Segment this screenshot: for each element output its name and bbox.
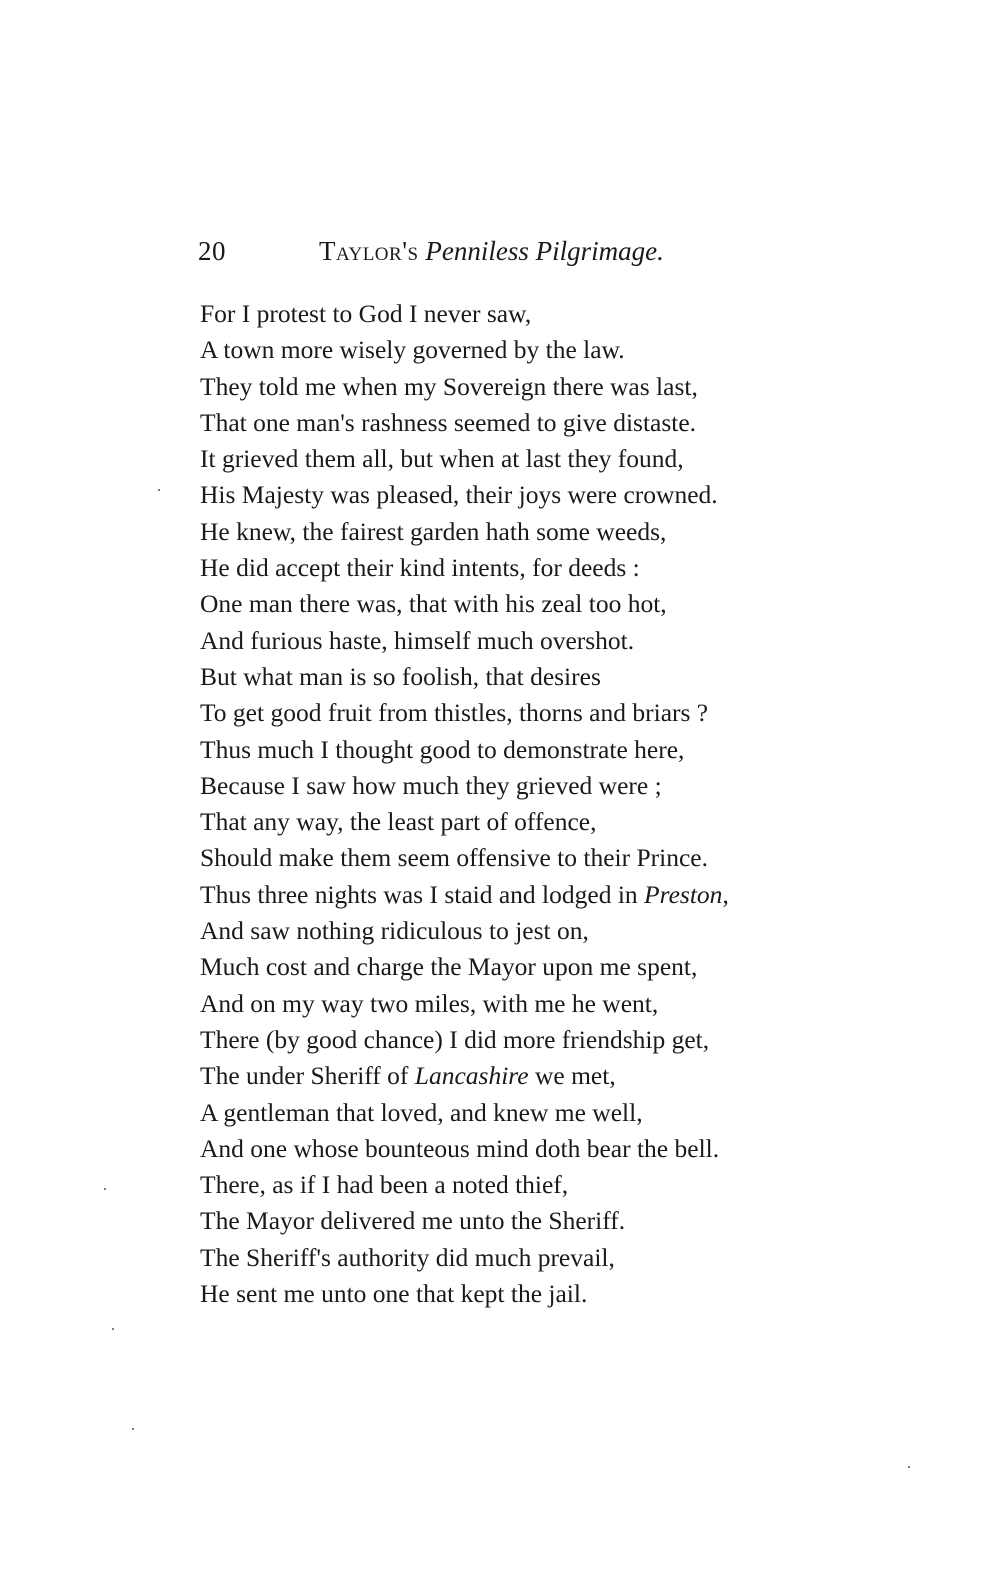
running-title-work: Penniless Pilgrimage. <box>425 236 664 266</box>
verse-line: And on my way two miles, with me he went, <box>200 988 659 1018</box>
verse-line: To get good fruit from thistles, thorns and briars ? <box>200 698 709 728</box>
verse-line-text: , <box>722 879 729 909</box>
verse-line: For I protest to God I never saw, <box>200 299 532 328</box>
verse-line: They told me when my Sovereign there was last, <box>200 371 698 401</box>
print-speck <box>908 1466 910 1468</box>
verse-line-text: we met, <box>528 1061 616 1091</box>
running-title-author: Taylor's <box>319 236 419 266</box>
place-name: Lancashire <box>414 1061 529 1091</box>
verse-line <box>200 877 900 913</box>
verse-line: He sent me unto one that kept the jail. <box>200 1279 588 1309</box>
place-name: Preston <box>644 879 723 909</box>
verse-line: Because I saw how much they grieved were ; <box>200 770 662 800</box>
verse-line: And one whose bounteous mind doth bear the bell. <box>200 1133 720 1163</box>
verse-line: Thus much I thought good to demonstrate here, <box>200 734 685 764</box>
verse-line-text: Thus three nights was I staid and lodged in <box>200 879 645 909</box>
verse-line: And saw nothing ridiculous to jest on, <box>200 916 589 946</box>
verse-line: His Majesty was pleased, their joys were crowned. <box>200 480 718 510</box>
print-speck <box>112 1328 114 1330</box>
poem-verse <box>200 296 900 1312</box>
verse-line: A gentleman that loved, and knew me well, <box>200 1097 643 1127</box>
verse-line: There (by good chance) I did more friendship get, <box>200 1024 710 1054</box>
verse-line: He did accept their kind intents, for deeds : <box>200 553 640 583</box>
page-number: 20 <box>198 236 226 266</box>
verse-line: That one man's rashness seemed to give distaste. <box>200 407 697 437</box>
verse-line: But what man is so foolish, that desires <box>200 661 601 691</box>
verse-line: That any way, the least part of offence, <box>200 807 597 837</box>
print-speck <box>104 1188 106 1190</box>
verse-line: The Mayor delivered me unto the Sheriff. <box>200 1206 626 1236</box>
running-title <box>319 236 664 267</box>
verse-line: And furious haste, himself much overshot. <box>200 625 635 655</box>
verse-line <box>200 1058 900 1094</box>
verse-line: He knew, the fairest garden hath some weeds, <box>200 516 667 546</box>
verse-line: Should make them seem offensive to their Prince. <box>200 843 708 873</box>
verse-line: The Sheriff's authority did much prevail, <box>200 1242 615 1272</box>
print-speck <box>132 1428 134 1430</box>
print-speck <box>158 489 160 491</box>
verse-line: One man there was, that with his zeal too hot, <box>200 589 667 619</box>
verse-line-text: The under Sheriff of <box>200 1061 415 1091</box>
verse-line: It grieved them all, but when at last they found, <box>200 444 684 474</box>
verse-line: Much cost and charge the Mayor upon me spent, <box>200 952 698 982</box>
verse-line: A town more wisely governed by the law. <box>200 335 625 365</box>
verse-line: There, as if I had been a noted thief, <box>200 1170 569 1200</box>
running-header <box>198 236 838 276</box>
